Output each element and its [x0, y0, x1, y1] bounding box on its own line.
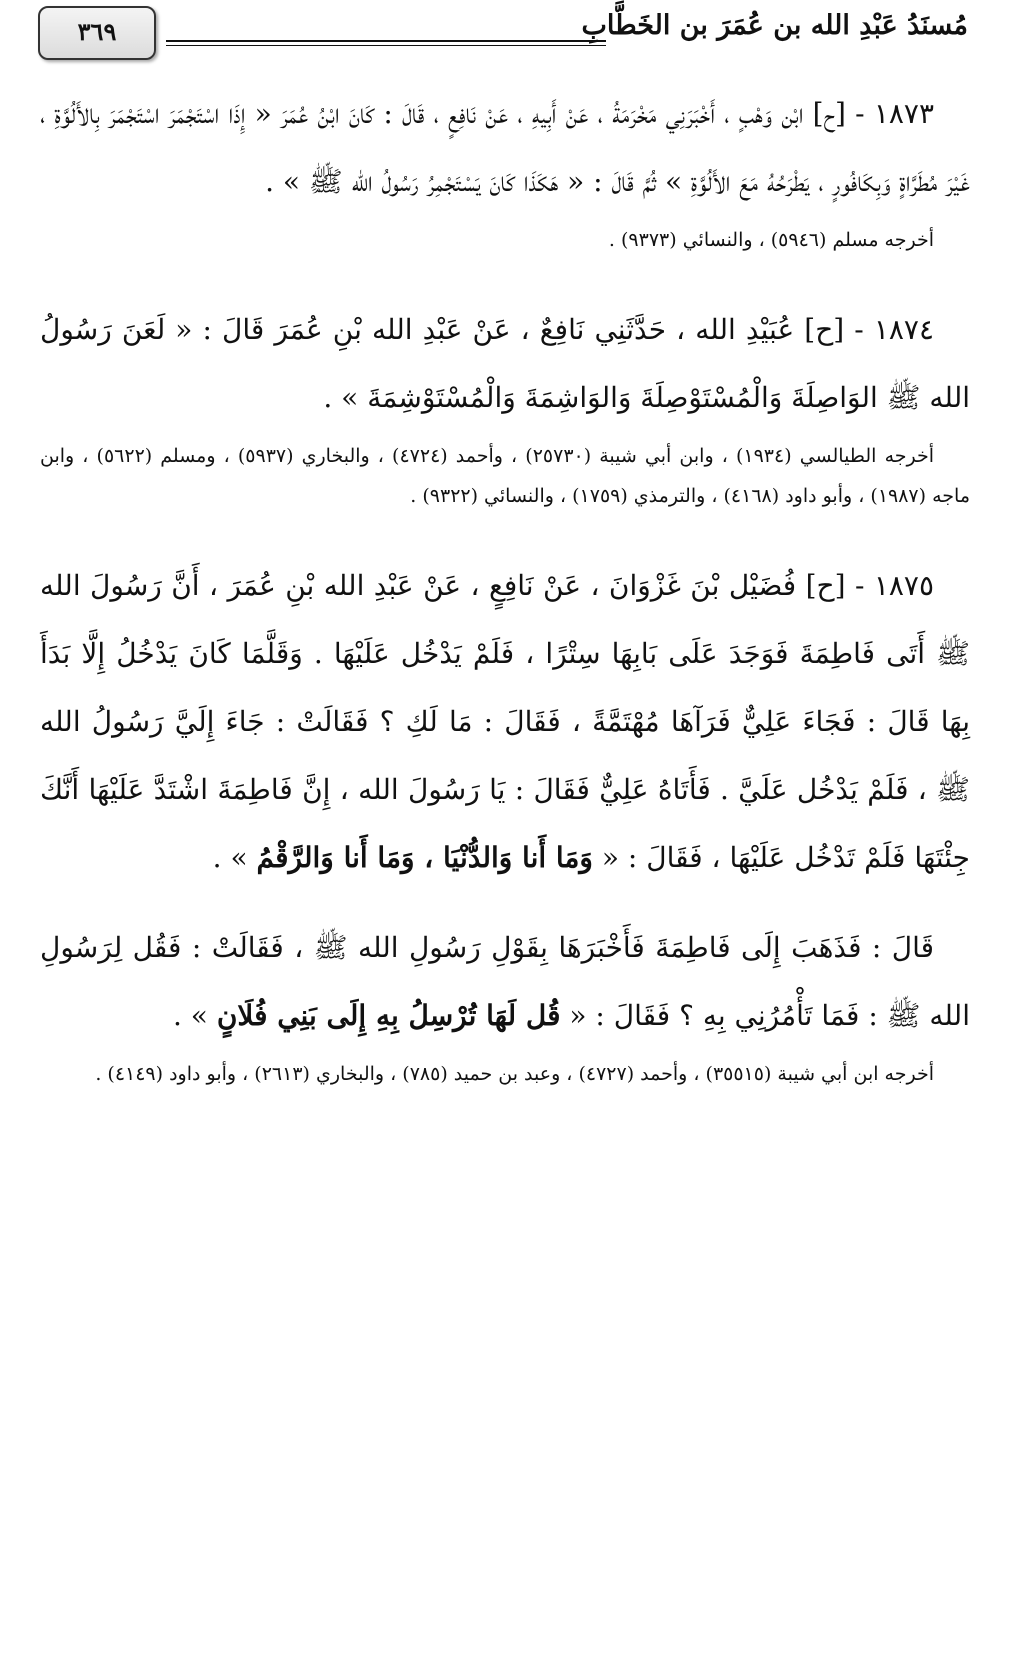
page-content: [40, 80, 970, 1094]
takhrij-1875: أخرجه ابن أبي شيبة (٣٥٥١٥) ، وأحمد (٤٧٢٧) ، وعبد بن حميد (٧٨٥) ، والبخاري (٢٦١٣) ، وأبو داود (٤١٤٩) .: [95, 1063, 934, 1085]
hadith-number: ١٨٧٤: [873, 313, 934, 346]
hadith-quote-bold: قُل لَهَا تُرْسِلُ بِهِ إِلَى بَنِي فُلَانٍ: [216, 999, 561, 1032]
page-header: [38, 6, 968, 58]
takhrij-1874: أخرجه الطيالسي (١٩٣٤) ، وابن أبي شيبة (٢٥٧٣٠) ، وأحمد (٤٧٢٤) ، والبخاري (٥٩٣٧) ، ومسلم (٥٦٢٢) ، وابن ماجه (١٩٨٧) ، وأبو داود (٤١٦٨) ، والترمذي (١٧٥٩) ، والنسائي (٩٣٢٢) .: [40, 445, 970, 507]
hadith-1873: [40, 80, 970, 216]
hadith-text-end: » .: [212, 841, 248, 874]
running-head: مُسنَدُ عَبْدِ الله بن عُمَرَ بن الخَطَّابِ: [581, 10, 968, 41]
hadith-text-end: » .: [172, 999, 208, 1032]
hadith-1875: [40, 552, 970, 892]
page-number-badge: [38, 6, 156, 60]
hadith-quote-bold: وَمَا أَنا وَالدُّنْيَا ، وَمَا أَنا وَالرَّقْمُ: [256, 841, 593, 874]
spacer: [40, 892, 970, 914]
page-number: ٣٦٩: [77, 17, 117, 46]
hadith-1875-continuation: [40, 914, 970, 1050]
hadith-text: - [ح] فُضَيْل بْنَ غَزْوَانَ ، عَنْ نَافِعٍ ، عَنْ عَبْدِ الله بْنِ عُمَرَ ، أَنَّ رَسُولَ الله ﷺ أَتَى فَاطِمَةَ فَوَجَدَ عَلَى بَابِهَا سِتْرًا ، فَلَمْ يَدْخُل عَلَيْهَا . وَقَلَّمَا كَانَ يَدْخُلُ إِلَّا بَدَأَ بِهَا قَالَ : فَجَاءَ عَلِيٌّ فَرَآهَا مُهْتَمَّةً ، فَقَالَ : مَا لَكِ ؟ فَقَالَتْ : جَاءَ إِلَيَّ رَسُولُ الله ﷺ ، فَلَمْ يَدْخُل عَلَيَّ . فَأَتَاهُ عَلِيٌّ فَقَالَ : يَا رَسُولَ الله ، إِنَّ فَاطِمَةَ اشْتَدَّ عَلَيْهَا أَنَّكَ جِئْتَهَا فَلَمْ تَدْخُل عَلَيْهَا ، فَقَالَ : «: [40, 569, 970, 874]
hadith-text: - [ح] ابْن وَهْبٍ ، أَخْبَرَنِي مَخْرَمَةُ ، عَنْ أَبِيهِ ، عَنْ نَافِعٍ ، قَالَ : كَانَ ابْنُ عُمَرَ « إِذَا اسْتَجْمَرَ اسْتَجْمَرَ بِالأَلُوَّةِ ، غَيْرَ مُطَرَّاةٍ وَبِكَافُورٍ ، يَطْرَحُهُ مَعَ الأَلُوَّةِ » ثُمَّ قَالَ : « هَكَذَا كَانَ يَسْتَجْمِرُ رَسُولُ الله ﷺ » .: [40, 97, 970, 198]
hadith-1874: [40, 296, 970, 432]
spacer: [40, 516, 970, 552]
hadith-number: ١٨٧٣: [873, 97, 934, 130]
hadith-text: - [ح] عُبَيْدِ الله ، حَدَّثَنِي نَافِعٌ ، عَنْ عَبْدِ الله بْنِ عُمَرَ قَالَ : « لَعَنَ رَسُولُ الله ﷺ الوَاصِلَةَ وَالْمُسْتَوْصِلَةَ وَالوَاشِمَةَ وَالْمُسْتَوْشِمَةَ » .: [40, 313, 970, 414]
hadith-number: ١٨٧٥: [873, 569, 934, 602]
spacer: [40, 260, 970, 296]
hadith-text: قَالَ : فَذَهَبَ إِلَى فَاطِمَةَ فَأَخْبَرَهَا بِقَوْلِ رَسُولِ الله ﷺ ، فَقَالَتْ : فَقُل لِرَسُولِ الله ﷺ : فَمَا تَأْمُرُنِي بِهِ ؟ فَقَالَ : «: [40, 931, 970, 1032]
takhrij-1873: أخرجه مسلم (٥٩٤٦) ، والنسائي (٩٣٧٣) .: [608, 229, 934, 251]
header-rule: [166, 40, 606, 46]
